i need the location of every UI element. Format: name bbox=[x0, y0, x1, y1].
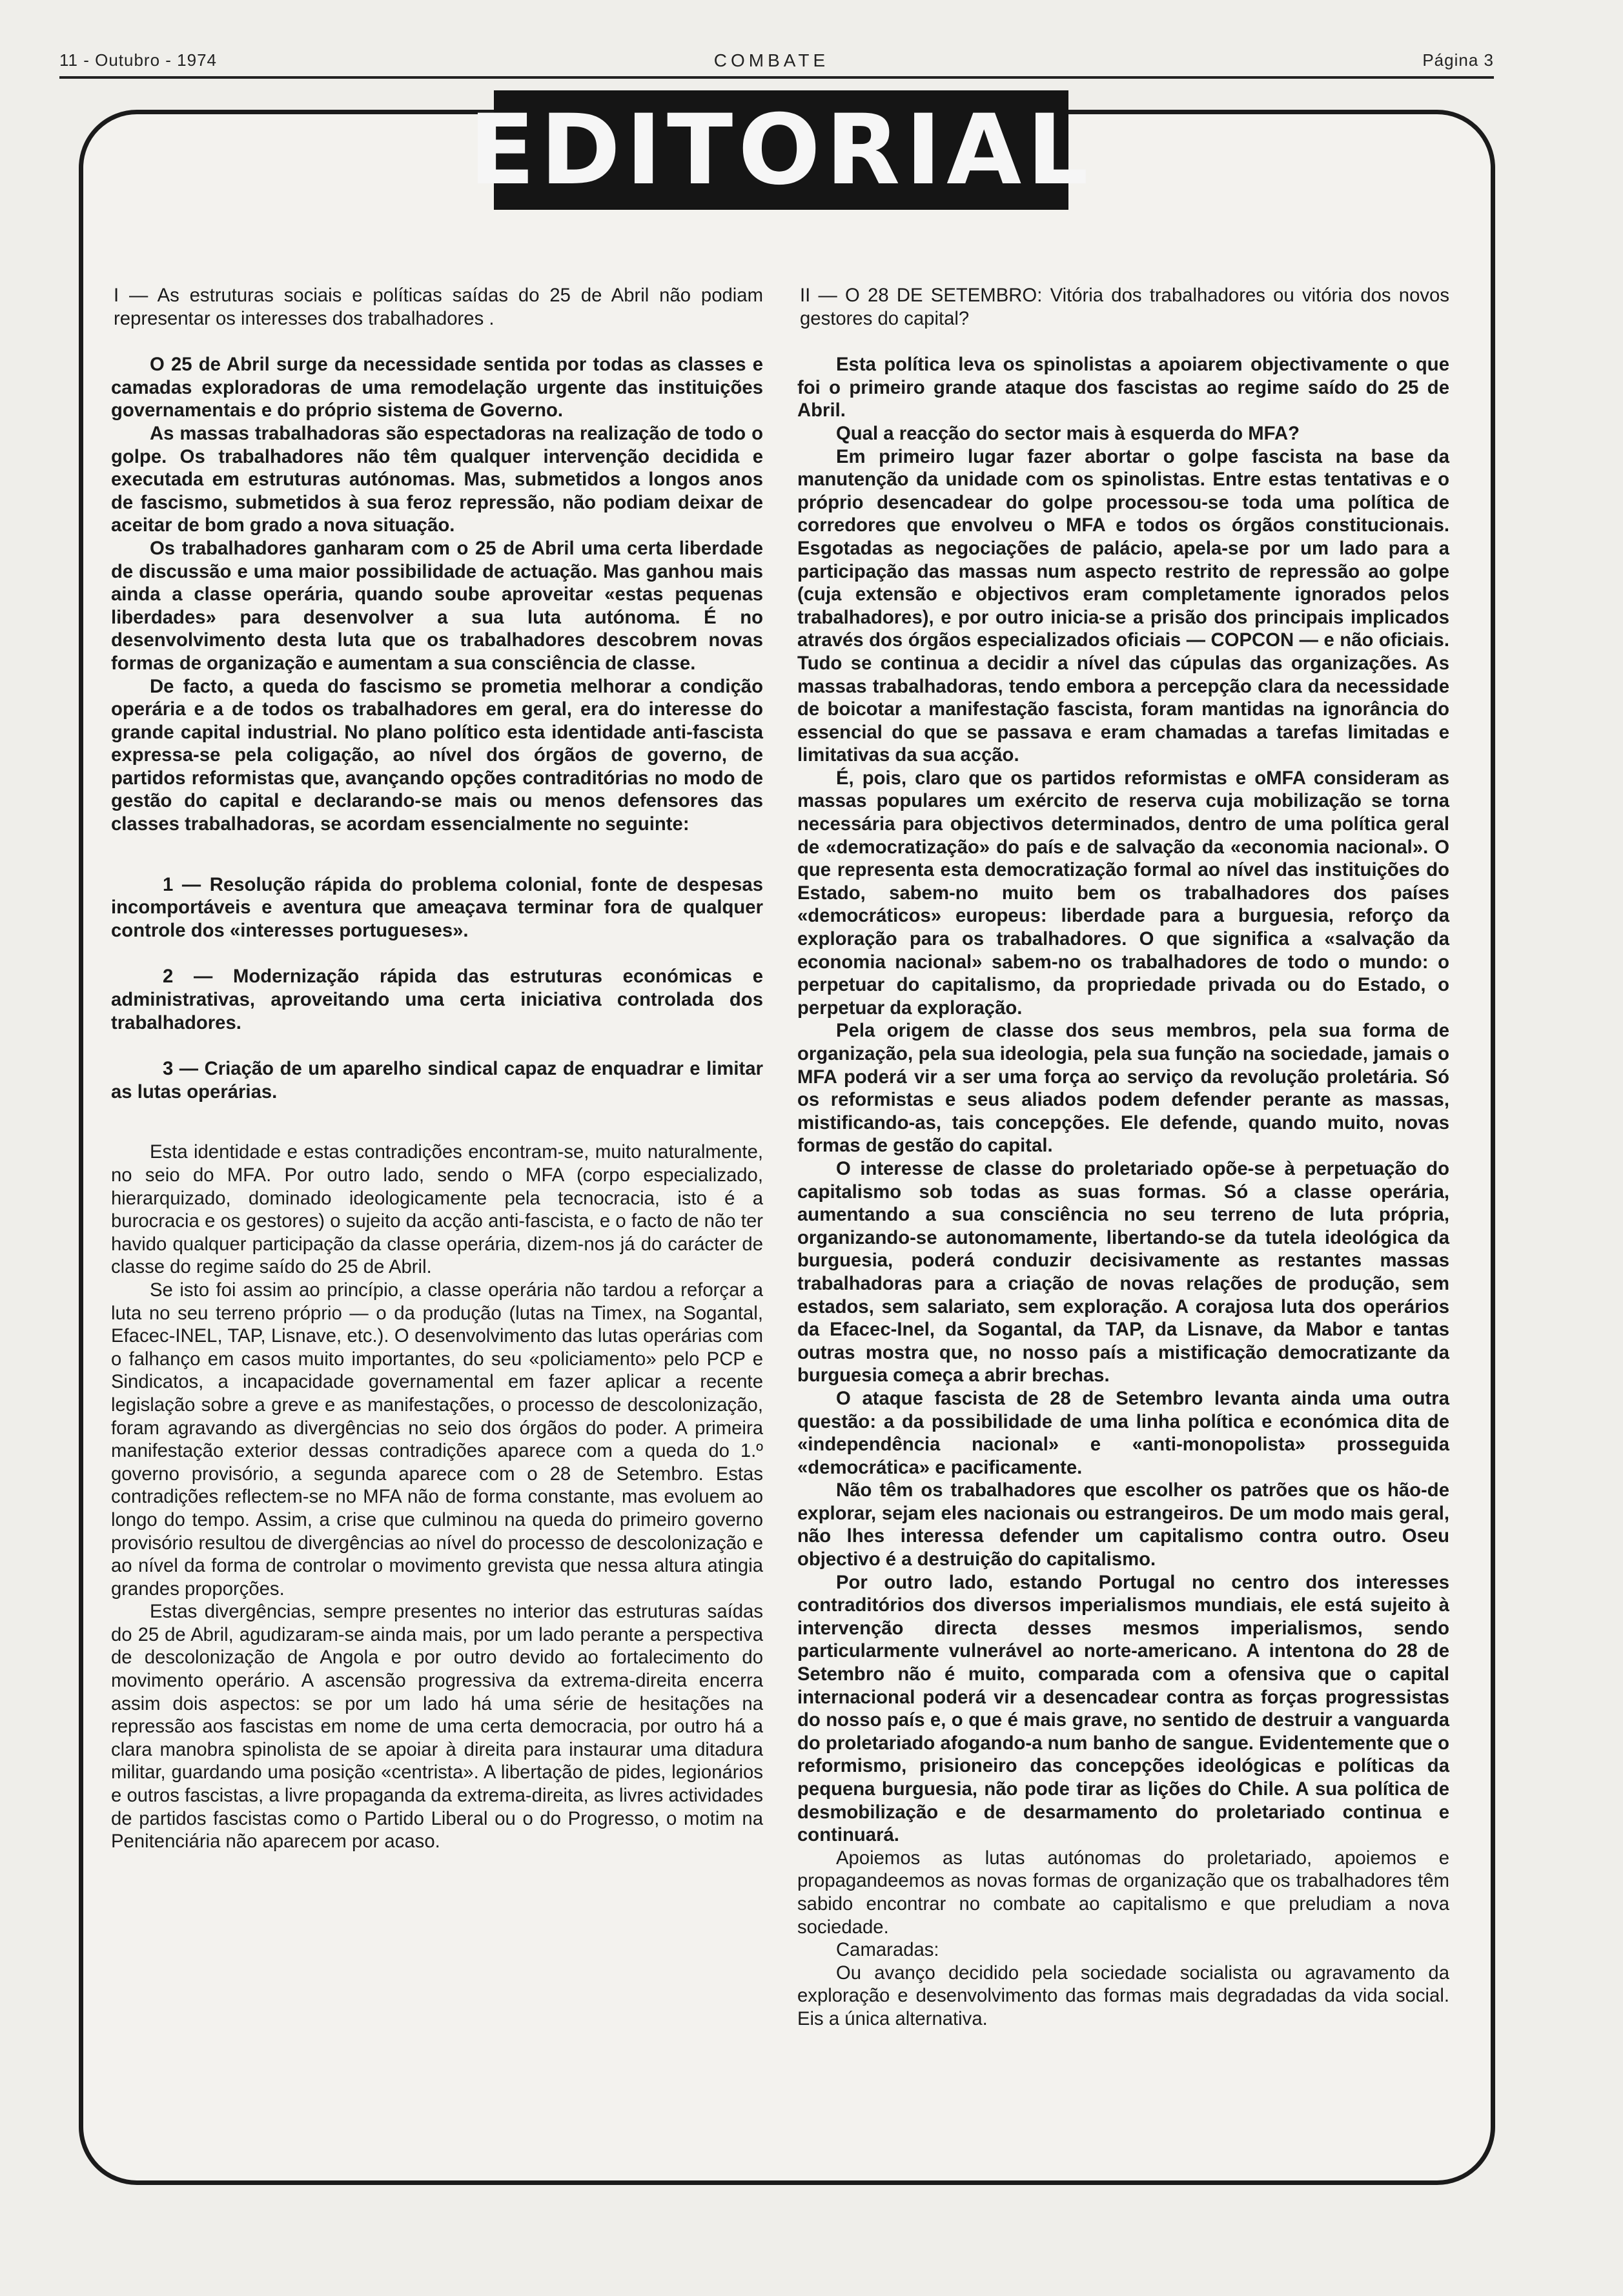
list-item: 3 — Criação de um aparelho sindical capaz de enquadrar e limitar as lutas operárias. bbox=[111, 1058, 763, 1102]
paragraph: Por outro lado, estando Portugal no centro dos interesses contraditórios dos diversos imperialismos mundiais, ele está sujeito à intervenção directa desses mesmos imperialismos, sendo particularmente vulnerável ao norte-americano. A intentona do 28 de Setembro não é muito, comparada com a ofensiva que o capital internacional poderá vir a desencadear contra as forças progressistas do nosso país e, o que é mais grave, no sentido de destruir a vanguarda do proletariado afogando-a num banho de sangue. Evidentemente que o reformismo, prisioneiro das concepções ideológicas e políticas da pequena burguesia, não pode tirar as lições do Chile. A sua política de desmobilização e de desarmamento do proletariado continua e continuará. bbox=[797, 1571, 1449, 1846]
paragraph: As massas trabalhadoras são espectadoras na realização de todo o golpe. Os trabalhadores não têm qualquer intervenção decidida e executada em estruturas autónomas. Mas, submetidos a longos anos de fascismo, submetidos à sua feroz repressão, não podiam deixar de aceitar de bom grado a nova situação. bbox=[111, 422, 763, 536]
section-heading-1: I — As estruturas sociais e políticas saídas do 25 de Abril não podiam representar os interesses dos trabalhadores . bbox=[114, 285, 763, 329]
paragraph: Não têm os trabalhadores que escolher os patrões que os hão-de explorar, sejam eles nacionais ou estrangeiros. De um modo mais geral, não lhes interessa defender um capitalismo contra outro. Oseu objectivo é a destruição do capitalismo. bbox=[797, 1479, 1449, 1570]
paragraph: É, pois, claro que os partidos reformistas e oMFA consideram as massas populares um exército de reserva cuja mobilização se torna necessária para objectivos determinados, dentro de uma política geral de «democratização» do país e de salvação da «economia nacional». O que representa esta democratização formal ao nível das instituições do Estado, sabem-no muito bem os trabalhadores dos países «democráticos» europeus: liberdade para a burguesia, reforço da exploração para os trabalhadores. O que significa a «salvação da economia nacional» sabem-no os trabalhadores de todo o mundo: o perpetuar do capitalismo, da propriedade privada ou do Estado, o perpetuar da exploração. bbox=[797, 767, 1449, 1019]
editorial-title: EDITORIAL bbox=[469, 94, 1094, 207]
paragraph: O interesse de classe do proletariado opõe-se à perpetuação do capitalismo sob todas as suas formas. Só a classe operária, aumentando a sua consciência no seu terreno de luta própria, organizando-se autonomamente, libertando-se da tutela ideológica da burguesia, poderá conduzir decisivamente as restantes massas trabalhadoras para a criação de novas relações de produção, sem estados, sem salariato, sem exploração. A corajosa luta dos operários da Efacec-Inel, da Sogantal, da TAP, da Lisnave, da Mabor e tantas outras mostra que, no nosso país a mistificação democratizante da burguesia começa a abrir brechas. bbox=[797, 1157, 1449, 1387]
right-column bbox=[797, 284, 1449, 2031]
list-item: 1 — Resolução rápida do problema colonial, fonte de despesas incomportáveis e aventura que ameaçava terminar fora de qualquer controle dos «interesses portugueses». bbox=[111, 873, 763, 941]
paragraph: Esta identidade e estas contradições encontram-se, muito naturalmente, no seio do MFA. Por outro lado, sendo o MFA (corpo especializado, hierarquizado, dominado ideologicamente pela tecnocracia, isto é a burocracia e os gestores) o sujeito da acção anti-fascista, e o facto de não ter havido qualquer participação da classe operária, dizem-nos já do carácter de classe do regime saído do 25 de Abril. bbox=[111, 1141, 763, 1278]
paragraph: O ataque fascista de 28 de Setembro levanta ainda uma outra questão: a da possibilidade de uma linha política e económica dita de «independência nacional» e «anti-monopolista» prosseguida «democrática» e pacificamente. bbox=[797, 1387, 1449, 1478]
editorial-title-banner bbox=[469, 90, 1094, 210]
header-rule bbox=[59, 76, 1494, 79]
header-date: 11 - Outubro - 1974 bbox=[59, 50, 217, 70]
paragraph: Se isto foi assim ao princípio, a classe operária não tardou a reforçar a luta no seu terreno próprio — o da produção (lutas na Timex, na Sogantal, Efacec-INEL, TAP, Lisnave, etc.). O desenvolvimento das lutas operárias com o falhanço em casos muito importantes, do seu «policiamento» pelo PCP e Sindicatos, a incapacidade governamental em fazer aplicar a recente legislação sobre a greve e as manifestações, o processo de descolonização, foram agravando as divergências no seio dos órgãos do poder. A primeira manifestação exterior dessas contradições aparece com a queda do 1.º governo provisório, a segunda aparece com o 28 de Setembro. Estas contradições reflectem-se no MFA não de forma constante, mas evoluem ao longo do tempo. Assim, a crise que culminou na queda do primeiro governo provisório resultou de divergências ao nível do processo de descolonização e ao nível da forma de controlar o movimento grevista que nessa altura atingia grandes proporções. bbox=[111, 1279, 763, 1600]
list-item: 2 — Modernização rápida das estruturas económicas e administrativas, aproveitando uma certa iniciativa controlada dos trabalhadores. bbox=[111, 966, 763, 1033]
paragraph: Pela origem de classe dos seus membros, pela sua forma de organização, pela sua ideologia, pela sua função na sociedade, jamais o MFA poderá vir a ser uma força ao serviço da revolução proletária. Só os reformistas e seus aliados podem defender perante as massas, mistificando-as, tais concepções. Ele defende, quando muito, novas formas de gestão do capital. bbox=[797, 1020, 1449, 1157]
numbered-list bbox=[111, 873, 763, 1104]
paragraph: Os trabalhadores ganharam com o 25 de Abril uma certa liberdade de discussão e uma maior possibilidade de actuação. Mas ganhou mais ainda a classe operária, quando soube aproveitar «estas pequenas liberdades» para desenvolver a sua luta autónoma. É no desenvolvimento desta luta que os trabalhadores descobrem novas formas de organização e aumentam a sua consciência de classe. bbox=[111, 537, 763, 674]
paragraph: Ou avanço decidido pela sociedade socialista ou agravamento da exploração e desenvolvimento das formas mais degradadas da vida social. Eis a única alternativa. bbox=[797, 1962, 1449, 2029]
header-newspaper-name: COMBATE bbox=[713, 50, 830, 70]
paragraph: Em primeiro lugar fazer abortar o golpe fascista na base da manutenção da unidade com os spinolistas. Entre estas tentativas e o próprio desencadear do golpe processou-se toda uma política de corredores que envolveu o MFA e todos os órgãos constitucionais. Esgotadas as negociações de palácio, apela-se por um lado para a participação das massas num aspecto restrito de repressão ao golpe (cuja extensão e objectivos eram completamente ignorados pelos trabalhadores), e por outro inicia-se a prisão dos principais implicados através dos órgãos especializados oficiais — COPCON — e não oficiais. Tudo se continua a decidir a nível das cúpulas das organizações. As massas trabalhadoras, tendo embora a percepção clara da necessidade de boicotar a manifestação fascista, foram mantidas na ignorância do essencial do que se passava e eram chamadas a tarefas limitadas e limitativas da sua acção. bbox=[797, 445, 1449, 766]
left-column bbox=[111, 284, 763, 1853]
paragraph: Apoiemos as lutas autónomas do proletariado, apoiemos e propagandeemos as novas formas de organização que os trabalhadores têm sabido encontrar no combate ao capitalismo e que preludiam a nova sociedade. bbox=[797, 1847, 1449, 1938]
paragraph: Camaradas: bbox=[836, 1939, 939, 1961]
section-heading-2: II — O 28 DE SETEMBRO: Vitória dos trabalhadores ou vitória dos novos gestores do capital? bbox=[800, 285, 1449, 329]
paragraph: Estas divergências, sempre presentes no interior das estruturas saídas do 25 de Abril, agudizaram-se ainda mais, por um lado perante a perspectiva de descolonização de Angola e por outro devido ao fortalecimento do movimento operário. A ascensão progressiva da extrema-direita encerra assim dois aspectos: se por um lado há uma série de hesitações na repressão aos fascistas em nome de uma certa democracia, por outro há a clara manobra spinolista de se apoiar à direita para instaurar uma ditadura militar, guardando uma posição «centrista». A libertação de pides, legionários e outros fascistas, a livre propaganda da extrema-direita, as livres actividades de partidos fascistas como o Partido Liberal ou o do Progresso, o motim na Penitenciária não aparecem por acaso. bbox=[111, 1601, 763, 1853]
paragraph: Qual a reacção do sector mais à esquerda do MFA? bbox=[836, 422, 1300, 444]
paragraph: Esta política leva os spinolistas a apoiarem objectivamente o que foi o primeiro grande ataque dos fascistas ao regime saído do 25 de Abril. bbox=[797, 354, 1449, 422]
paragraph: O 25 de Abril surge da necessidade sentida por todas as classes e camadas exploradoras de uma remodelação urgente das instituições governamentais e do próprio sistema de Governo. bbox=[111, 354, 763, 422]
paragraph: De facto, a queda do fascismo se prometia melhorar a condição operária e a de todos os trabalhadores em geral, era do interesse do grande capital industrial. No plano político esta identidade anti-fascista expressa-se pela coligação, ao nível dos órgãos de governo, de partidos reformistas que, avançando opções contraditórias no modo de gestão do capital e declarando-se mais ou menos defensores das classes trabalhadoras, se acordam essencialmente no seguinte: bbox=[111, 675, 763, 835]
header-page-number: Página 3 bbox=[1422, 50, 1494, 70]
